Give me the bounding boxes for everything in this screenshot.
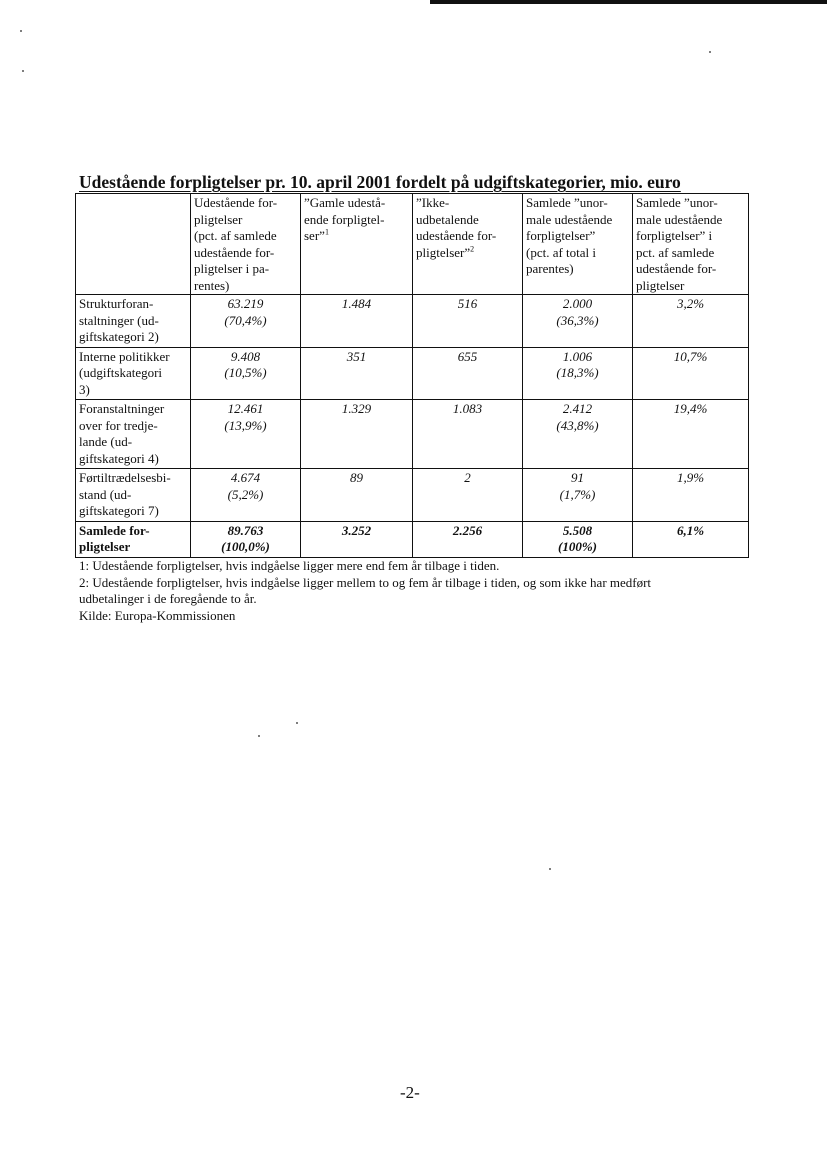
cell-unormale-pct: 3,2% xyxy=(633,295,749,348)
footnote-ref-2: 2 xyxy=(470,244,475,254)
cell-udestaaende: 12.461 (13,9%) xyxy=(191,400,301,469)
row-label: Interne politikker (udgiftskategori 3) xyxy=(76,347,191,400)
row-label: Førtiltrædelsesbi- stand (ud- giftskategori 7) xyxy=(76,469,191,522)
header-udestaaende: Udestående for- pligtelser (pct. af samlede udestående for- pligtelser i pa- rentes) xyxy=(191,194,301,295)
cell-samlede-unormale: 5.508 (100%) xyxy=(523,521,633,557)
footnote-ref-1: 1 xyxy=(324,227,329,237)
footnote-2: 2: Udestående forpligtelser, hvis indgåelse ligger mellem to og fem år tilbage i tiden, og som ikke har medført xyxy=(79,574,652,590)
row-label: Foranstaltninger over for tredje- lande (ud- giftskategori 4) xyxy=(76,400,191,469)
scan-speck xyxy=(258,735,260,737)
cell-udestaaende: 89.763 (100,0%) xyxy=(191,521,301,557)
cell-unormale-pct: 10,7% xyxy=(633,347,749,400)
footnotes xyxy=(79,558,759,624)
cell-ikke-udbetalende: 2.256 xyxy=(413,521,523,557)
cell-udestaaende: 63.219 (70,4%) xyxy=(191,295,301,348)
cell-unormale-pct: 19,4% xyxy=(633,400,749,469)
header-samlede-unormale: Samlede ”unor- male udestående forpligtelser” (pct. af total i parentes) xyxy=(523,194,633,295)
cell-gamle: 3.252 xyxy=(301,521,413,557)
page-number: -2- xyxy=(400,1083,420,1102)
table-row xyxy=(76,400,749,469)
table-header-row xyxy=(76,194,749,295)
cell-samlede-unormale: 91 (1,7%) xyxy=(523,469,633,522)
row-label: Samlede for- pligtelser xyxy=(76,521,191,557)
scan-speck xyxy=(296,722,298,724)
source-line: Kilde: Europa-Kommissionen xyxy=(79,607,236,623)
row-label: Strukturforan- staltninger (ud- giftskategori 2) xyxy=(76,295,191,348)
cell-gamle: 89 xyxy=(301,469,413,522)
cell-ikke-udbetalende: 516 xyxy=(413,295,523,348)
cell-gamle: 1.484 xyxy=(301,295,413,348)
table-row xyxy=(76,347,749,400)
table-row xyxy=(76,469,749,522)
cell-samlede-unormale: 2.000 (36,3%) xyxy=(523,295,633,348)
cell-udestaaende: 4.674 (5,2%) xyxy=(191,469,301,522)
scan-top-border xyxy=(430,0,827,4)
scan-speck xyxy=(709,51,711,53)
cell-ikke-udbetalende: 655 xyxy=(413,347,523,400)
header-ikke-udbetalende: ”Ikke- udbetalende udestående for- pligtelser”$^2$ xyxy=(413,194,523,295)
cell-ikke-udbetalende: 2 xyxy=(413,469,523,522)
scan-speck xyxy=(22,70,24,72)
cell-unormale-pct: 6,1% xyxy=(633,521,749,557)
table-title: Udestående forpligtelser pr. 10. april 2001 fordelt på udgiftskategorier, mio. euro xyxy=(79,172,681,192)
footnote-2-continued: udbetalinger i de foregående to år. xyxy=(79,591,257,606)
footnote-1: 1: Udestående forpligtelser, hvis indgåelse ligger mere end fem år tilbage i tiden. xyxy=(79,558,500,573)
cell-gamle: 351 xyxy=(301,347,413,400)
cell-ikke-udbetalende: 1.083 xyxy=(413,400,523,469)
table-row xyxy=(76,295,749,348)
table-total-row xyxy=(76,521,749,557)
cell-samlede-unormale: 1.006 (18,3%) xyxy=(523,347,633,400)
scan-speck xyxy=(20,30,22,32)
cell-unormale-pct: 1,9% xyxy=(633,469,749,522)
cell-udestaaende: 9.408 (10,5%) xyxy=(191,347,301,400)
header-gamle: ”Gamle udestå- ende forpligtel- ser”$^1$ xyxy=(301,194,413,295)
cell-samlede-unormale: 2.412 (43,8%) xyxy=(523,400,633,469)
header-unormale-pct: Samlede ”unor- male udestående forpligtelser” i pct. af samlede udestående for- pligtelser xyxy=(633,194,749,295)
cell-gamle: 1.329 xyxy=(301,400,413,469)
obligations-table xyxy=(75,193,749,558)
header-empty-cell xyxy=(76,194,191,295)
scan-speck xyxy=(549,868,551,870)
